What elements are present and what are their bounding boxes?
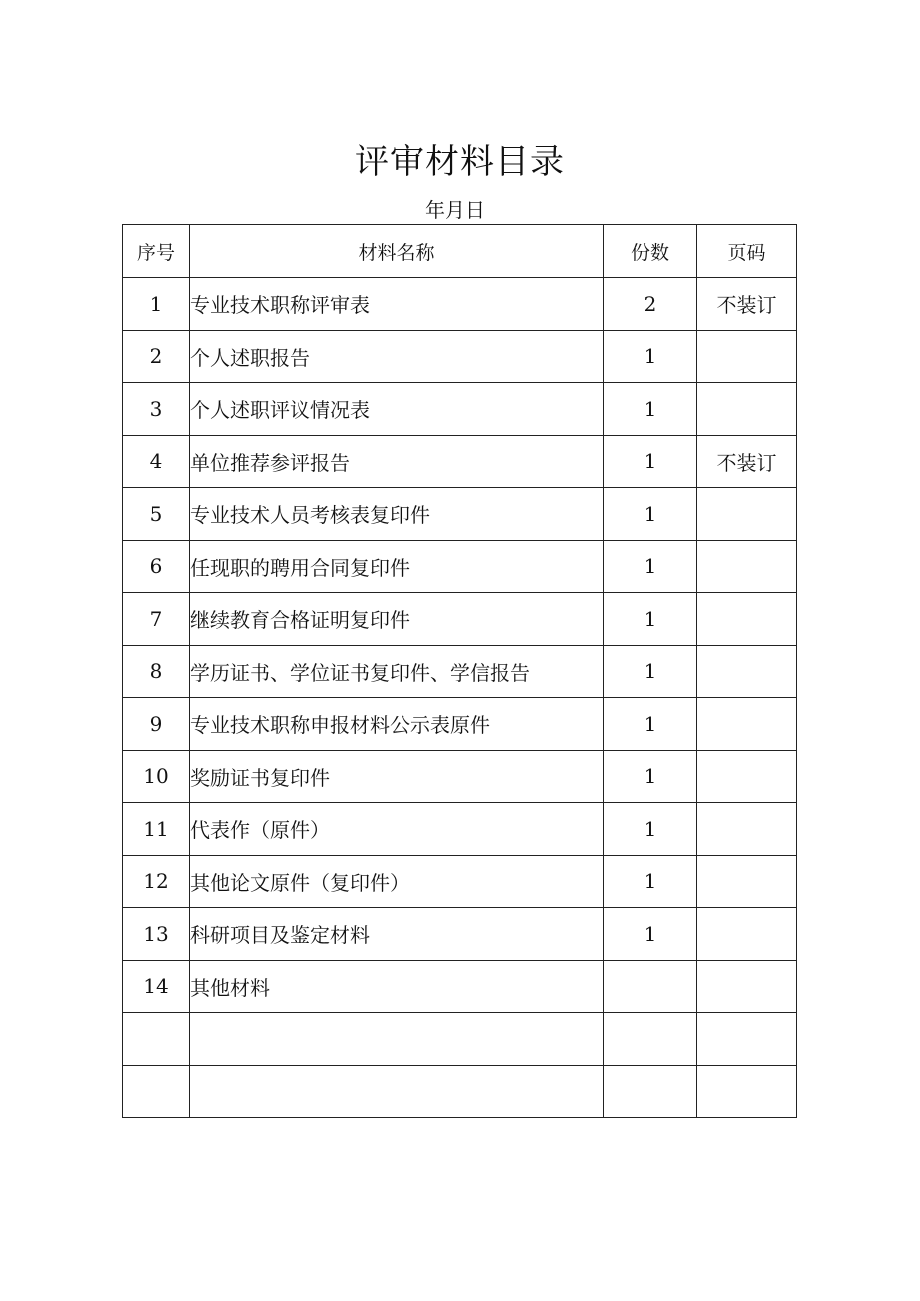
cell-seq: 11 bbox=[123, 803, 190, 856]
cell-copies: 1 bbox=[604, 593, 697, 646]
table-row-empty bbox=[123, 1013, 797, 1066]
cell-seq: 3 bbox=[123, 383, 190, 436]
cell-page bbox=[697, 488, 797, 541]
cell-page bbox=[697, 383, 797, 436]
cell-seq: 1 bbox=[123, 278, 190, 331]
cell-seq: 8 bbox=[123, 645, 190, 698]
cell-copies bbox=[604, 960, 697, 1013]
table-row bbox=[123, 750, 797, 803]
cell-name: 专业技术职称评审表 bbox=[190, 278, 604, 331]
cell-copies bbox=[604, 1013, 697, 1066]
cell-copies: 1 bbox=[604, 908, 697, 961]
cell-seq: 7 bbox=[123, 593, 190, 646]
cell-name bbox=[190, 1065, 604, 1118]
page-title: 评审材料目录 bbox=[355, 142, 565, 182]
cell-name: 专业技术职称申报材料公示表原件 bbox=[190, 698, 604, 751]
cell-page bbox=[697, 960, 797, 1013]
cell-seq: 13 bbox=[123, 908, 190, 961]
cell-seq: 14 bbox=[123, 960, 190, 1013]
table-row bbox=[123, 593, 797, 646]
cell-copies: 1 bbox=[604, 855, 697, 908]
cell-name: 继续教育合格证明复印件 bbox=[190, 593, 604, 646]
cell-seq bbox=[123, 1013, 190, 1066]
cell-seq: 10 bbox=[123, 750, 190, 803]
table-row bbox=[123, 960, 797, 1013]
cell-name: 专业技术人员考核表复印件 bbox=[190, 488, 604, 541]
table-row bbox=[123, 698, 797, 751]
cell-copies: 1 bbox=[604, 803, 697, 856]
header-name: 材料名称 bbox=[190, 225, 604, 278]
date-line: 年月日 bbox=[425, 198, 485, 222]
cell-copies: 1 bbox=[604, 750, 697, 803]
cell-page bbox=[697, 698, 797, 751]
table-row bbox=[123, 803, 797, 856]
table-row bbox=[123, 645, 797, 698]
cell-page bbox=[697, 855, 797, 908]
cell-copies: 1 bbox=[604, 540, 697, 593]
cell-page bbox=[697, 540, 797, 593]
cell-seq: 6 bbox=[123, 540, 190, 593]
cell-page bbox=[697, 645, 797, 698]
cell-name: 学历证书、学位证书复印件、学信报告 bbox=[190, 645, 604, 698]
cell-name: 任现职的聘用合同复印件 bbox=[190, 540, 604, 593]
cell-name: 代表作（原件） bbox=[190, 803, 604, 856]
cell-page: 不装订 bbox=[697, 278, 797, 331]
cell-page bbox=[697, 593, 797, 646]
cell-copies: 1 bbox=[604, 383, 697, 436]
header-seq: 序号 bbox=[123, 225, 190, 278]
header-copies: 份数 bbox=[604, 225, 697, 278]
table-row bbox=[123, 488, 797, 541]
table-row bbox=[123, 383, 797, 436]
header-page: 页码 bbox=[697, 225, 797, 278]
cell-name bbox=[190, 1013, 604, 1066]
cell-name: 单位推荐参评报告 bbox=[190, 435, 604, 488]
table-header-row bbox=[123, 225, 797, 278]
table-row bbox=[123, 908, 797, 961]
table-row bbox=[123, 278, 797, 331]
cell-seq: 9 bbox=[123, 698, 190, 751]
cell-page: 不装订 bbox=[697, 435, 797, 488]
cell-page bbox=[697, 330, 797, 383]
cell-name: 科研项目及鉴定材料 bbox=[190, 908, 604, 961]
table-row bbox=[123, 855, 797, 908]
cell-copies: 1 bbox=[604, 645, 697, 698]
table-row-empty bbox=[123, 1065, 797, 1118]
cell-copies: 1 bbox=[604, 435, 697, 488]
cell-copies: 1 bbox=[604, 330, 697, 383]
table-row bbox=[123, 540, 797, 593]
table-row bbox=[123, 330, 797, 383]
cell-page bbox=[697, 1013, 797, 1066]
cell-name: 奖励证书复印件 bbox=[190, 750, 604, 803]
cell-copies: 1 bbox=[604, 488, 697, 541]
cell-page bbox=[697, 750, 797, 803]
cell-name: 其他材料 bbox=[190, 960, 604, 1013]
cell-name: 个人述职评议情况表 bbox=[190, 383, 604, 436]
cell-name: 个人述职报告 bbox=[190, 330, 604, 383]
cell-copies bbox=[604, 1065, 697, 1118]
cell-copies: 2 bbox=[604, 278, 697, 331]
cell-seq: 12 bbox=[123, 855, 190, 908]
cell-seq: 5 bbox=[123, 488, 190, 541]
cell-seq bbox=[123, 1065, 190, 1118]
cell-page bbox=[697, 908, 797, 961]
table-row bbox=[123, 435, 797, 488]
cell-copies: 1 bbox=[604, 698, 697, 751]
cell-seq: 4 bbox=[123, 435, 190, 488]
cell-name: 其他论文原件（复印件） bbox=[190, 855, 604, 908]
materials-table bbox=[122, 224, 797, 1118]
cell-page bbox=[697, 1065, 797, 1118]
cell-page bbox=[697, 803, 797, 856]
cell-seq: 2 bbox=[123, 330, 190, 383]
